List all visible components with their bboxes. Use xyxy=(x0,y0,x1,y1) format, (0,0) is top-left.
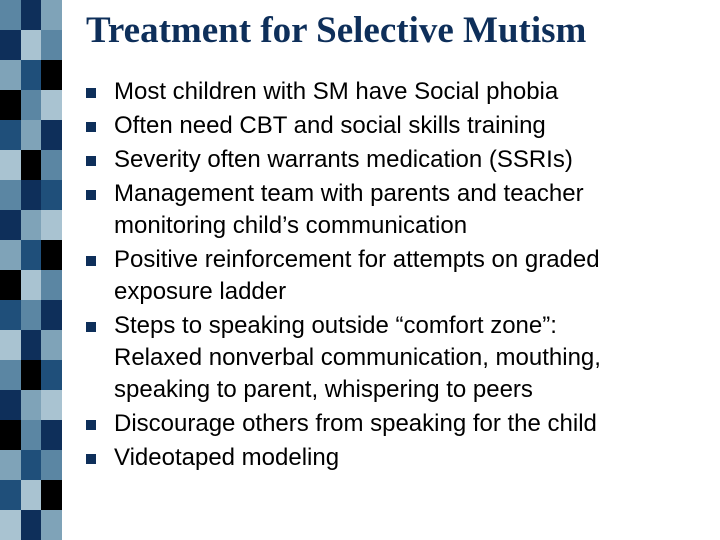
stripe-row xyxy=(0,90,62,120)
bullet-list xyxy=(86,76,706,476)
stripe-row xyxy=(0,30,62,60)
stripe-row xyxy=(0,420,62,450)
square-bullet-icon xyxy=(86,420,96,430)
bullet-item xyxy=(86,144,706,176)
decorative-stripe xyxy=(0,0,62,540)
stripe-row xyxy=(0,510,62,540)
bullet-text: Steps to speaking outside “comfort zone”: Relaxed nonverbal communication, mouthing, speaking to parent, whispering to peers xyxy=(114,312,601,403)
stripe-row xyxy=(0,360,62,390)
stripe-row xyxy=(0,270,62,300)
bullet-text: Often need CBT and social skills training xyxy=(114,112,546,139)
stripe-row xyxy=(0,60,62,90)
stripe-row xyxy=(0,480,62,510)
stripe-row xyxy=(0,120,62,150)
stripe-row xyxy=(0,330,62,360)
stripe-row xyxy=(0,0,62,30)
bullet-item xyxy=(86,178,706,242)
square-bullet-icon xyxy=(86,322,96,332)
square-bullet-icon xyxy=(86,190,96,200)
bullet-text: Most children with SM have Social phobia xyxy=(114,78,559,105)
stripe-row xyxy=(0,180,62,210)
bullet-item xyxy=(86,244,706,308)
slide-title: Treatment for Selective Mutism xyxy=(86,10,587,51)
stripe-row xyxy=(0,240,62,270)
stripe-row xyxy=(0,210,62,240)
stripe-row xyxy=(0,450,62,480)
bullet-text: Severity often warrants medication (SSRIs) xyxy=(114,146,573,173)
bullet-item xyxy=(86,110,706,142)
square-bullet-icon xyxy=(86,454,96,464)
bullet-text: Management team with parents and teacher monitoring child’s communication xyxy=(114,180,584,239)
stripe-row xyxy=(0,390,62,420)
square-bullet-icon xyxy=(86,256,96,266)
bullet-item xyxy=(86,408,706,440)
square-bullet-icon xyxy=(86,122,96,132)
bullet-text: Positive reinforcement for attempts on graded exposure ladder xyxy=(114,246,600,305)
bullet-text: Videotaped modeling xyxy=(114,444,340,471)
bullet-item xyxy=(86,310,706,406)
square-bullet-icon xyxy=(86,88,96,98)
bullet-item xyxy=(86,76,706,108)
bullet-item xyxy=(86,442,706,474)
stripe-row xyxy=(0,150,62,180)
square-bullet-icon xyxy=(86,156,96,166)
bullet-text: Discourage others from speaking for the child xyxy=(114,410,597,437)
stripe-row xyxy=(0,300,62,330)
